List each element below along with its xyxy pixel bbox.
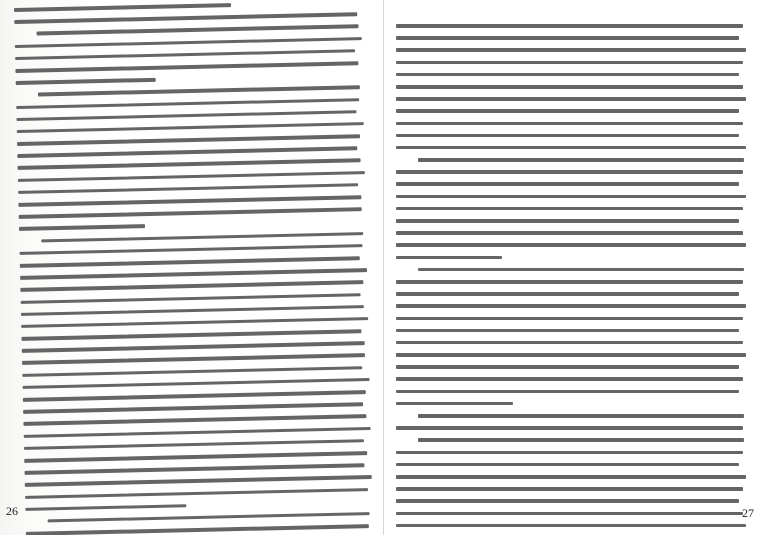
page-number-right: 27 (742, 506, 754, 520)
right-page-text-column (396, 24, 750, 494)
right-page (384, 0, 768, 535)
page-number-left: 26 (6, 504, 18, 518)
left-page-text-column (14, 0, 375, 498)
